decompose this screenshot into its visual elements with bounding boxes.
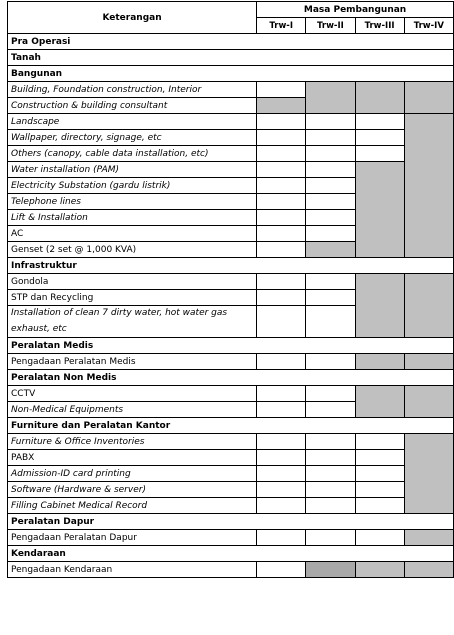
quarter-cell	[306, 386, 355, 402]
section-label: Peralatan Medis	[8, 338, 454, 354]
period-header: Masa Pembangunan	[257, 2, 454, 18]
row-label: Gondola	[8, 274, 257, 290]
quarter-cell	[306, 306, 355, 338]
section-label: Furniture dan Peralatan Kantor	[8, 418, 454, 434]
section-row	[8, 50, 454, 66]
row-label: PABX	[8, 450, 257, 466]
table-row	[8, 114, 454, 130]
quarter-cell	[355, 130, 404, 146]
table-row	[8, 498, 454, 514]
quarter-cell	[257, 386, 306, 402]
quarter-cell	[404, 274, 453, 338]
quarter-cell	[355, 450, 404, 466]
table-row	[8, 274, 454, 290]
row-label: AC	[8, 226, 257, 242]
quarter-cell	[404, 386, 453, 418]
row-label: Admission-ID card printing	[8, 466, 257, 482]
quarter-cell	[306, 466, 355, 482]
quarter-header: Trw-IV	[404, 18, 453, 34]
quarter-cell	[257, 130, 306, 146]
header-row	[8, 2, 454, 18]
quarter-cell	[257, 354, 306, 370]
row-label: Pengadaan Kendaraan	[8, 562, 257, 578]
quarter-cell	[306, 354, 355, 370]
section-label: Peralatan Non Medis	[8, 370, 454, 386]
construction-schedule-table	[7, 1, 454, 578]
row-label: Wallpaper, directory, signage, etc	[8, 130, 257, 146]
table-row	[8, 386, 454, 402]
section-label: Peralatan Dapur	[8, 514, 454, 530]
row-label: Furniture & Office Inventories	[8, 434, 257, 450]
quarter-cell	[404, 114, 453, 258]
quarter-cell	[257, 402, 306, 418]
quarter-cell	[355, 466, 404, 482]
quarter-cell	[355, 274, 404, 338]
section-row	[8, 34, 454, 50]
quarter-cell	[355, 498, 404, 514]
quarter-cell	[257, 98, 306, 114]
quarter-cell	[404, 434, 453, 514]
row-label: Electricity Substation (gardu listrik)	[8, 178, 257, 194]
row-label: Pengadaan Peralatan Medis	[8, 354, 257, 370]
quarter-cell	[306, 146, 355, 162]
quarter-cell	[257, 498, 306, 514]
row-label: Filling Cabinet Medical Record	[8, 498, 257, 514]
section-label: Kendaraan	[8, 546, 454, 562]
table-row	[8, 450, 454, 466]
quarter-cell	[355, 114, 404, 130]
quarter-cell	[306, 130, 355, 146]
quarter-header: Trw-II	[306, 18, 355, 34]
table-row	[8, 482, 454, 498]
quarter-cell	[257, 482, 306, 498]
quarter-cell	[306, 482, 355, 498]
quarter-cell	[257, 450, 306, 466]
quarter-cell	[404, 530, 453, 546]
row-label: Pengadaan Peralatan Dapur	[8, 530, 257, 546]
section-row	[8, 418, 454, 434]
section-row	[8, 514, 454, 530]
quarter-cell	[306, 242, 355, 258]
quarter-cell	[306, 194, 355, 210]
section-label: Infrastruktur	[8, 258, 454, 274]
quarter-cell	[306, 402, 355, 418]
quarter-cell	[257, 466, 306, 482]
quarter-cell	[404, 354, 453, 370]
row-label: Telephone lines	[8, 194, 257, 210]
table-row	[8, 562, 454, 578]
quarter-cell	[404, 562, 453, 578]
quarter-cell	[257, 146, 306, 162]
quarter-cell	[355, 162, 404, 258]
table-row	[8, 434, 454, 450]
row-label: Construction & building consultant	[8, 98, 257, 114]
quarter-cell	[306, 114, 355, 130]
quarter-cell	[257, 290, 306, 306]
row-label: Lift & Installation	[8, 210, 257, 226]
quarter-cell	[257, 274, 306, 290]
row-label: STP dan Recycling	[8, 290, 257, 306]
table-row	[8, 82, 454, 98]
section-row	[8, 546, 454, 562]
quarter-cell	[306, 290, 355, 306]
quarter-cell	[355, 354, 404, 370]
quarter-header: Trw-III	[355, 18, 404, 34]
row-label: Genset (2 set @ 1,000 KVA)	[8, 242, 257, 258]
quarter-cell	[306, 530, 355, 546]
quarter-cell	[355, 386, 404, 418]
quarter-cell	[257, 178, 306, 194]
quarter-cell	[306, 82, 355, 114]
table-row	[8, 466, 454, 482]
quarter-cell	[306, 210, 355, 226]
quarter-cell	[257, 434, 306, 450]
section-row	[8, 66, 454, 82]
table-row	[8, 146, 454, 162]
table-row	[8, 530, 454, 546]
quarter-cell	[306, 162, 355, 178]
quarter-cell	[257, 162, 306, 178]
table-row	[8, 354, 454, 370]
table-row	[8, 130, 454, 146]
quarter-cell	[257, 194, 306, 210]
row-label: CCTV	[8, 386, 257, 402]
quarter-cell	[257, 242, 306, 258]
row-label: Non-Medical Equipments	[8, 402, 257, 418]
quarter-cell	[306, 498, 355, 514]
section-row	[8, 258, 454, 274]
schedule-body	[8, 34, 454, 578]
quarter-cell	[257, 530, 306, 546]
section-label: Tanah	[8, 50, 454, 66]
row-label: Installation of clean 7 dirty water, hot water gas exhaust, etc	[8, 306, 257, 338]
description-header: Keterangan	[8, 2, 257, 34]
quarter-cell	[257, 82, 306, 98]
quarter-cell	[257, 562, 306, 578]
row-label: Landscape	[8, 114, 257, 130]
section-row	[8, 370, 454, 386]
quarter-cell	[306, 434, 355, 450]
row-label: Software (Hardware & server)	[8, 482, 257, 498]
row-label: Others (canopy, cable data installation, etc)	[8, 146, 257, 162]
quarter-cell	[355, 530, 404, 546]
quarter-cell	[306, 274, 355, 290]
quarter-cell	[355, 562, 404, 578]
quarter-cell	[355, 82, 404, 114]
quarter-cell	[257, 210, 306, 226]
section-label: Bangunan	[8, 66, 454, 82]
section-label: Pra Operasi	[8, 34, 454, 50]
quarter-cell	[257, 114, 306, 130]
quarter-cell	[355, 482, 404, 498]
quarter-cell	[306, 178, 355, 194]
quarter-cell	[306, 226, 355, 242]
quarter-cell	[355, 146, 404, 162]
quarter-cell	[257, 226, 306, 242]
quarter-cell	[404, 82, 453, 114]
quarter-header: Trw-I	[257, 18, 306, 34]
quarter-cell	[306, 562, 355, 578]
row-label: Building, Foundation construction, Interior	[8, 82, 257, 98]
row-label: Water installation (PAM)	[8, 162, 257, 178]
quarter-cell	[257, 306, 306, 338]
table-row	[8, 162, 454, 178]
quarter-cell	[355, 434, 404, 450]
section-row	[8, 338, 454, 354]
quarter-cell	[306, 450, 355, 466]
